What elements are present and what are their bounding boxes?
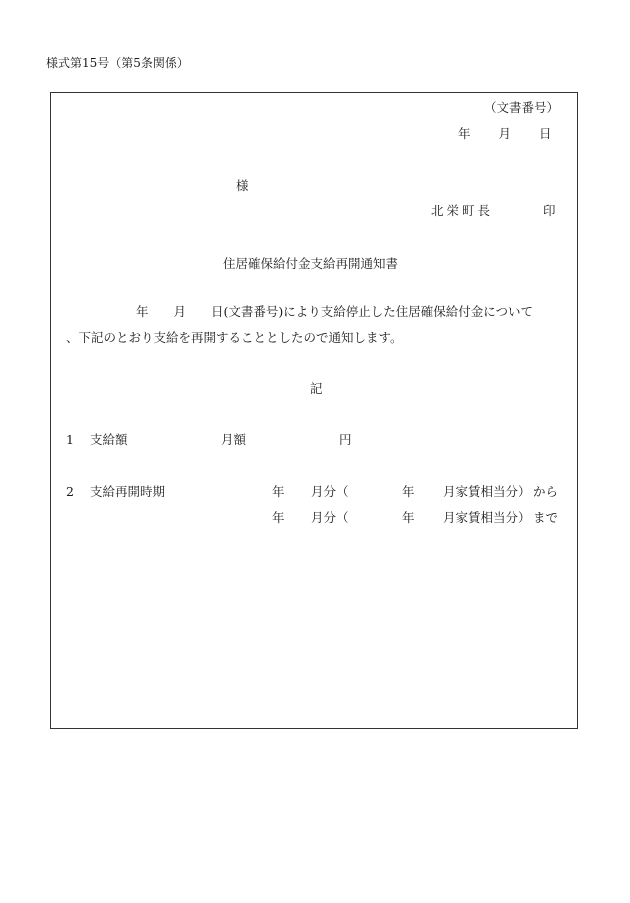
resume-until-rent-year: 年 [402,510,415,525]
document-number: （文書番号） [484,100,560,115]
resume-from-rent-month: 月家賃相当分） [443,484,531,499]
item-1-number: 1 [66,432,74,447]
notice-frame [50,92,578,729]
yen-unit: 円 [339,432,352,447]
body-text-line-1: 年 月 日(文書番号)により支給停止した住居確保給付金について [136,304,534,319]
resume-from-suffix: から [533,484,559,499]
item-1-label: 支給額 [90,432,128,447]
addressee-suffix: 様 [236,178,249,193]
monthly-amount-label: 月額 [221,432,247,447]
date-day: 日 [539,126,552,141]
date-month: 月 [498,126,512,141]
resume-from-year: 年 [272,484,285,499]
item-2-label: 支給再開時期 [90,484,166,499]
resume-until-rent-month: 月家賃相当分） [443,510,531,525]
issuer-name: 北栄町長 [431,203,494,218]
resume-until-month: 月分（ [311,510,349,525]
form-number: 様式第15号（第5条関係） [46,56,189,70]
resume-from-month: 月分（ [311,484,349,499]
document-title: 住居確保給付金支給再開通知書 [223,256,399,271]
item-2-number: 2 [66,484,74,499]
resume-until-year: 年 [272,510,285,525]
issue-date [458,128,552,141]
resume-until-suffix: まで [533,510,559,525]
resume-from-rent-year: 年 [402,484,415,499]
body-text-line-2: 、下記のとおり支給を再開することとしたので通知します。 [66,330,403,345]
seal-mark: 印 [543,203,556,218]
date-year: 年 [458,126,471,141]
ki-heading: 記 [310,381,323,396]
